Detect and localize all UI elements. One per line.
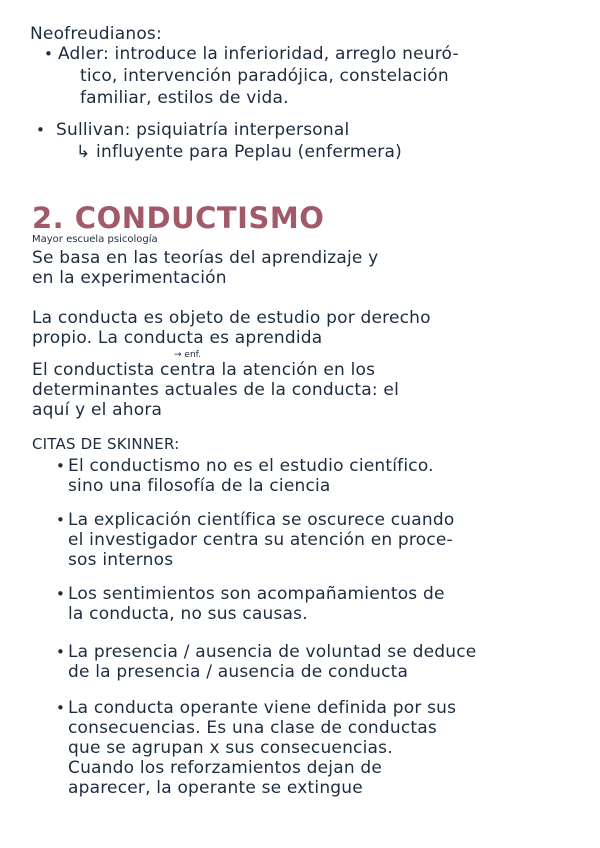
sullivan-line-1: Sullivan: psiquiatría interpersonal <box>56 120 350 140</box>
skinner-title: CITAS DE SKINNER: <box>32 435 180 453</box>
p3-line-1: El conductista centra la atención en los <box>32 360 376 380</box>
adler-line-1: Adler: introduce la inferioridad, arreglo neuró- <box>58 44 459 64</box>
skinner-item-2-line-1: La explicación científica se oscurece cuando <box>68 510 455 530</box>
p3-line-2: determinantes actuales de la conducta: el <box>32 380 399 400</box>
bullet-dot: • <box>36 121 45 139</box>
skinner-item-5-line-5: aparecer, la operante se extingue <box>68 778 363 798</box>
skinner-item-5-line-1: La conducta operante viene definida por sus <box>68 698 457 718</box>
adler-line-2: tico, intervención paradójica, constelación <box>80 66 449 86</box>
bullet-dot: • <box>56 643 65 661</box>
skinner-item-2-line-3: sos internos <box>68 550 174 570</box>
skinner-item-3-line-2: la conducta, no sus causas. <box>68 604 308 624</box>
skinner-item-5-line-3: que se agrupan x sus consecuencias. <box>68 738 393 758</box>
adler-line-3: familiar, estilos de vida. <box>80 88 289 108</box>
bullet-dot: • <box>56 699 65 717</box>
p3-line-3: aquí y el ahora <box>32 400 163 420</box>
intro-line-2: en la experimentación <box>32 268 227 288</box>
skinner-item-5-line-4: Cuando los reforzamientos dejan de <box>68 758 383 778</box>
sullivan-line-2: ↳ influyente para Peplau (enfermera) <box>76 142 402 162</box>
section-heading: 2. CONDUCTISMO <box>32 201 325 235</box>
neofreudianos-title: Neofreudianos: <box>30 24 162 44</box>
section-subnote: Mayor escuela psicología <box>32 234 158 245</box>
p2-line-2: propio. La conducta es aprendida <box>32 328 323 348</box>
bullet-dot: • <box>56 457 65 475</box>
skinner-item-3-line-1: Los sentimientos son acompañamientos de <box>68 584 445 604</box>
bullet-dot: • <box>56 585 65 603</box>
p2-line-1: La conducta es objeto de estudio por derecho <box>32 308 431 328</box>
bullet-dot: • <box>56 511 65 529</box>
bullet-dot: • <box>44 45 53 63</box>
skinner-item-1-line-1: El conductismo no es el estudio científico. <box>68 456 434 476</box>
intro-line-1: Se basa en las teorías del aprendizaje y <box>32 248 379 268</box>
skinner-item-4-line-2: de la presencia / ausencia de conducta <box>68 662 409 682</box>
skinner-item-1-line-2: sino una filosofía de la ciencia <box>68 476 331 496</box>
skinner-item-4-line-1: La presencia / ausencia de voluntad se deduce <box>68 642 477 662</box>
enf-note: → enf. <box>174 350 202 360</box>
skinner-item-2-line-2: el investigador centra su atención en proce- <box>68 530 453 550</box>
skinner-item-5-line-2: consecuencias. Es una clase de conductas <box>68 718 437 738</box>
